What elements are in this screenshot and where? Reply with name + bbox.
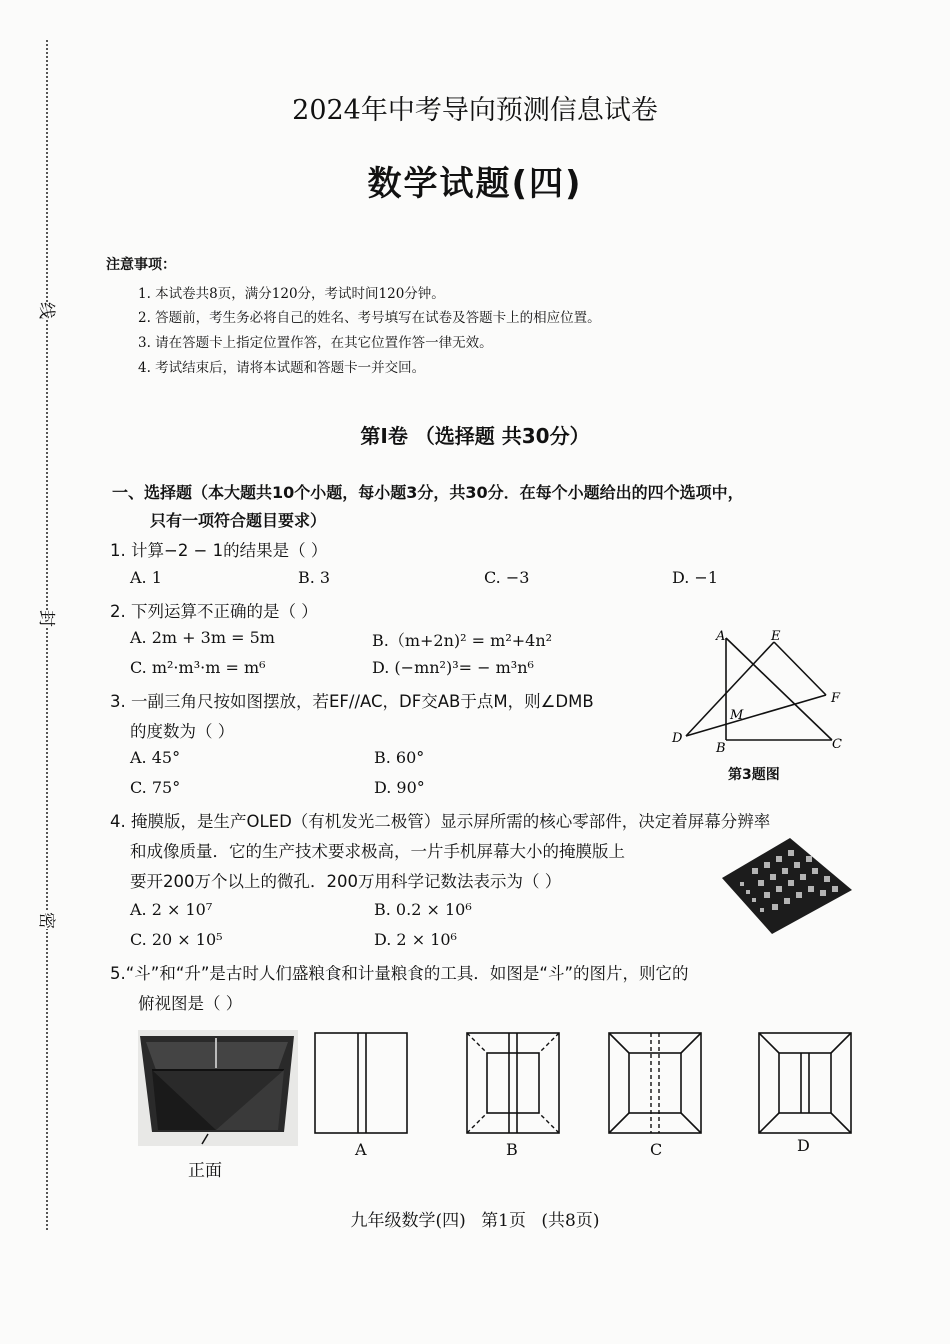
label-b: B bbox=[716, 741, 726, 756]
section-heading-cont: 只有一项符合题目要求） bbox=[150, 511, 327, 530]
label-e: E bbox=[771, 629, 781, 644]
q4-option-d: D. 2 × 10⁶ bbox=[374, 930, 457, 949]
q5-view-c bbox=[606, 1030, 706, 1136]
figure-3-caption: 第3题图 bbox=[728, 767, 780, 783]
q5-view-a bbox=[312, 1030, 412, 1136]
binding-line bbox=[46, 40, 48, 1230]
q5-option-d: D bbox=[797, 1136, 810, 1155]
question-5-stem-cont: 俯视图是（ ） bbox=[138, 994, 243, 1013]
exam-title: 2024年中考导向预测信息试卷 bbox=[292, 95, 658, 126]
question-3-stem: 3. 一副三角尺按如图摆放，若EF//AC，DF交AB于点M，则∠DMB bbox=[110, 692, 594, 711]
seal-char-mi: 密 bbox=[34, 912, 63, 929]
q4-option-a: A. 2 × 10⁷ bbox=[130, 900, 213, 919]
label-c: C bbox=[832, 737, 842, 752]
q5-option-b: B bbox=[506, 1140, 518, 1159]
q5-option-c: C bbox=[650, 1140, 663, 1159]
notice-item: 3. 请在答题卡上指定位置作答，在其它位置作答一律无效。 bbox=[138, 335, 493, 351]
question-4-stem-cont2: 要开200万个以上的微孔．200万用科学记数法表示为（ ） bbox=[130, 872, 562, 891]
q3-option-b: B. 60° bbox=[374, 748, 425, 767]
notice-heading: 注意事项： bbox=[106, 257, 176, 273]
label-a: A bbox=[716, 629, 726, 644]
q2-option-c: C. m²·m³·m = m⁶ bbox=[130, 658, 266, 677]
notice-item: 2. 答题前，考生务必将自己的姓名、考号填写在试卷及答题卡上的相应位置。 bbox=[138, 310, 601, 326]
q2-option-d: D. (−mn²)³= − m³n⁶ bbox=[372, 658, 534, 677]
question-2-stem: 2. 下列运算不正确的是（ ） bbox=[110, 602, 318, 621]
label-d: D bbox=[672, 731, 683, 746]
q2-option-b: B.（m+2n)² = m²+4n² bbox=[372, 631, 553, 650]
question-4-stem-cont: 和成像质量．它的生产技术要求极高，一片手机屏幕大小的掩膜版上 bbox=[130, 842, 625, 861]
q4-option-c: C. 20 × 10⁵ bbox=[130, 930, 223, 949]
dou-photo bbox=[138, 1030, 298, 1146]
label-f: F bbox=[831, 691, 841, 706]
notice-item: 1. 本试卷共8页，满分120分，考试时间120分钟。 bbox=[138, 286, 445, 302]
question-3-stem-cont: 的度数为（ ） bbox=[130, 722, 235, 741]
subject-title: 数学试题(四) bbox=[367, 164, 583, 204]
mask-plate-photo bbox=[712, 834, 856, 938]
q3-option-a: A. 45° bbox=[130, 748, 181, 767]
notice-item: 4. 考试结束后，请将本试题和答题卡一并交回。 bbox=[138, 360, 426, 376]
q3-option-c: C. 75° bbox=[130, 778, 181, 797]
question-1-stem: 1. 计算−2 − 1的结果是（ ） bbox=[110, 541, 328, 560]
q1-option-d: D. −1 bbox=[672, 568, 719, 587]
q4-option-b: B. 0.2 × 10⁶ bbox=[374, 900, 472, 919]
q1-option-c: C. −3 bbox=[484, 568, 530, 587]
question-5-stem: 5.“斗”和“升”是古时人们盛粮食和计量粮食的工具．如图是“斗”的图片，则它的 bbox=[110, 964, 689, 983]
page-footer: 九年级数学(四) 第1页 (共8页) bbox=[350, 1211, 600, 1231]
q2-option-a: A. 2m + 3m = 5m bbox=[130, 628, 275, 647]
seal-char-xian: 线 bbox=[34, 302, 63, 319]
q5-option-a: A bbox=[355, 1140, 367, 1159]
q5-view-b bbox=[464, 1030, 564, 1136]
part-one-title: 第Ⅰ卷 （选择题 共30分） bbox=[360, 424, 590, 448]
q3-option-d: D. 90° bbox=[374, 778, 425, 797]
label-m: M bbox=[730, 708, 744, 723]
seal-char-feng: 封 bbox=[34, 610, 63, 627]
front-caption: 正面 bbox=[188, 1161, 222, 1181]
q1-option-b: B. 3 bbox=[298, 568, 331, 587]
q1-option-a: A. 1 bbox=[130, 568, 162, 587]
question-4-stem: 4. 掩膜版，是生产OLED（有机发光二极管）显示屏所需的核心零部件，决定着屏幕分辨率 bbox=[110, 812, 771, 831]
section-heading: 一、选择题（本大题共10个小题，每小题3分，共30分．在每个小题给出的四个选项中， bbox=[112, 483, 744, 502]
q5-view-d bbox=[756, 1030, 856, 1136]
triangle-figure bbox=[664, 624, 854, 762]
